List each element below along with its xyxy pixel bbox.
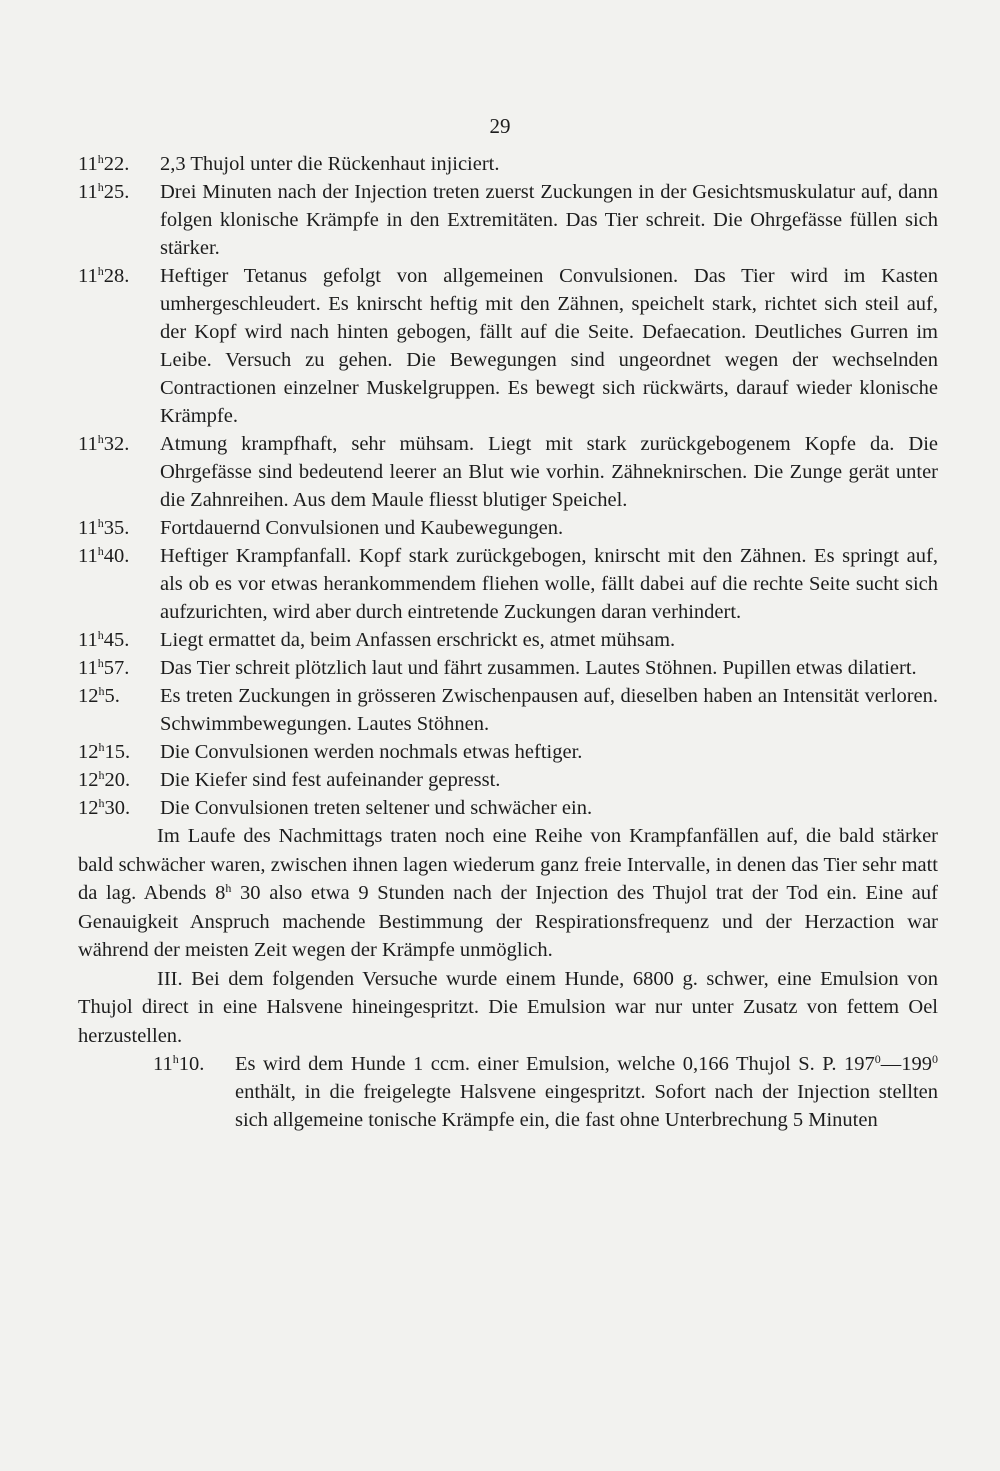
page-body	[78, 150, 938, 1134]
entry-time: 11$^h$35.	[78, 516, 130, 539]
entry-time: 12$^h$20.	[78, 768, 131, 791]
entry-text: 2,3 Thujol unter die Rückenhaut injiciert.	[160, 153, 500, 175]
entry-text: Es wird dem Hunde 1 ccm. einer Emulsion, welche 0,166 Thujol S. P. $197^0—199^0$ enthält, in die freigelegte Halsvene eingespritzt. Sofort nach der Injection stellten sich allgemeine tonische Krämpfe ein, die fast ohne Unterbrechung 5 Minuten	[235, 1052, 938, 1131]
entry-time: 12$^h$5.	[78, 684, 120, 707]
entry-text: Das Tier schreit plötzlich laut und fährt zusammen. Lautes Stöhnen. Pupillen etwas dilatiert.	[160, 657, 917, 679]
entry-text: Die Kiefer sind fest aufeinander gepresst.	[160, 769, 501, 791]
protocol-entry	[78, 682, 938, 738]
entry-time: 11$^h$45.	[78, 628, 130, 651]
entry-time: 12$^h$15.	[78, 740, 131, 763]
protocol-entry	[78, 262, 938, 430]
entry-time: 11$^h$25.	[78, 180, 130, 203]
paragraph-text: 30 also etwa 9 Stunden nach der Injection des Thujol trat der Tod ein. Eine auf Genauigkeit Anspruch machende Bestimmung der Respirationsfrequenz und der Herzaction war während der meisten Zeit wegen der Krämpfe unmöglich.	[78, 882, 938, 961]
entry-time: 11$^h$10.	[153, 1052, 205, 1075]
entry-text: Die Convulsionen werden nochmals etwas heftiger.	[160, 741, 583, 763]
entry-text: Die Convulsionen treten seltener und schwächer ein.	[160, 797, 593, 819]
protocol-entry	[78, 430, 938, 514]
entry-time: 11$^h$40.	[78, 544, 130, 567]
protocol-entry	[78, 626, 938, 654]
entry-text: Drei Minuten nach der Injection treten zuerst Zuckungen in der Gesichtsmuskulatur auf, dann folgen klonische Krämpfe in den Extremitäten. Das Tier schreit. Die Ohrgefässe füllen sich stärker.	[160, 181, 938, 259]
protocol-entry	[78, 654, 938, 682]
hour-mark: h	[225, 881, 232, 895]
protocol-entry	[78, 542, 938, 626]
protocol-entry	[78, 514, 938, 542]
entry-text: Heftiger Krampfanfall. Kopf stark zurückgebogen, knirscht mit den Zähnen. Es springt auf, als ob es vor etwas herankommendem fliehen wolle, fällt dabei auf die rechte Seite sucht sich aufzurichten, wird aber durch eintretende Zuckungen daran verhindert.	[160, 545, 938, 623]
paragraph-evening	[78, 822, 938, 965]
protocol-entry	[78, 178, 938, 262]
entry-time: 11$^h$28.	[78, 264, 130, 287]
protocol-entry	[78, 766, 938, 794]
paragraph-experiment-iii: III. Bei dem folgenden Versuche wurde einem Hunde, 6800 g. schwer, eine Emulsion von Thujol direct in eine Halsvene hineingespritzt. Die Emulsion war nur unter Zusatz von fettem Oel herzustellen.	[78, 967, 938, 1047]
page-number: 29	[489, 114, 511, 138]
protocol-entry-final	[78, 1050, 938, 1134]
entry-time: 11$^h$32.	[78, 432, 130, 455]
protocol-entry	[78, 794, 938, 822]
protocol-entry	[78, 738, 938, 766]
entry-time: 11$^h$57.	[78, 656, 130, 679]
entry-time: 11$^h$22.	[78, 152, 130, 175]
paragraph-text: Im Laufe des Nachmittags traten noch eine Reihe von Krampfanfällen auf, die bald stärker bald schwächer waren, zwischen ihnen lagen wiederum ganz freie Intervalle, in denen das Tier sehr matt da lag. Abends 8	[78, 825, 938, 904]
entry-text: Fortdauernd Convulsionen und Kaubewegungen.	[160, 517, 564, 539]
entry-text: Liegt ermattet da, beim Anfassen erschrickt es, atmet mühsam.	[160, 629, 676, 651]
entry-text: Heftiger Tetanus gefolgt von allgemeinen Convulsionen. Das Tier wird im Kasten umhergeschleudert. Es knirscht heftig mit den Zähnen, speichelt stark, richtet sich steil auf, der Kopf wird nach hinten gebogen, fällt auf die Seite. Defaecation. Deutliches Gurren im Leibe. Versuch zu gehen. Die Bewegungen sind ungeordnet wegen der wechselnden Contractionen einzelner Muskelgruppen. Es bewegt sich rückwärts, darauf wieder klonische Krämpfe.	[160, 265, 938, 427]
entry-text: Es treten Zuckungen in grösseren Zwischenpausen auf, dieselben haben an Intensität verloren. Schwimmbewegungen. Lautes Stöhnen.	[160, 685, 938, 735]
entry-time: 12$^h$30.	[78, 796, 131, 819]
protocol-entry	[78, 150, 938, 178]
protocol-entries	[78, 150, 938, 822]
entry-text: Atmung krampfhaft, sehr mühsam. Liegt mit stark zurückgebogenem Kopfe da. Die Ohrgefässe sind bedeutend leerer an Blut wie vorhin. Zähneknirschen. Die Zunge gerät unter die Zahnreihen. Aus dem Maule fliesst blutiger Speichel.	[160, 433, 938, 511]
